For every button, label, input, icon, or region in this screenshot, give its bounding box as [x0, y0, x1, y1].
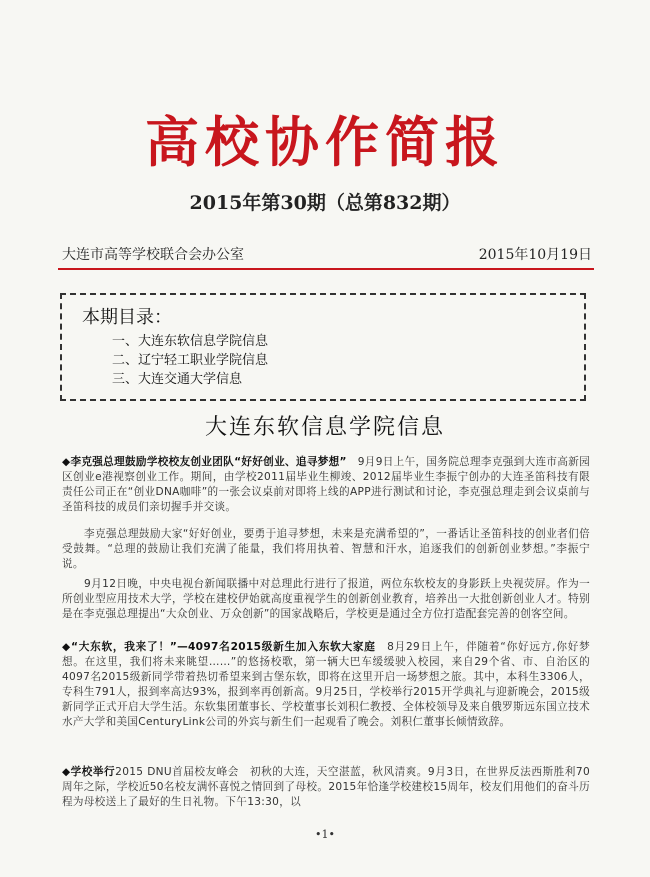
page-number: •1•: [315, 828, 335, 841]
masthead-title: 高校协作简报: [145, 110, 505, 174]
red-divider: [58, 268, 594, 270]
issue-number: 2015年第30期（总第832期）: [189, 192, 461, 214]
paragraph-lead: ◆“大东软，我来了！”—4097名2015级新生加入东软大家庭: [62, 641, 376, 653]
issue-date: 2015年10月19日: [478, 247, 592, 263]
paragraph-lead: ◆李克强总理鼓励学校校友创业团队“好好创业、追寻梦想”: [62, 456, 347, 468]
paragraph-text: 2015 DNU首届校友峰会 初秋的大连，天空湛蓝，秋风清爽。9月3日，在世界反法西斯胜利70周年之际，学校近50名校友满怀喜悦之情回到了母校。2015年恰逢学校建校15周年，校友们用他们的奋斗历程为母校送上了最好的生日礼物。下午13:30，以: [62, 766, 590, 808]
paragraph: [62, 765, 590, 810]
paragraph-text: 9月12日晚，中央电视台新闻联播中对总理此行进行了报道，两位东软校友的身影跃上央视荧屏。作为一所创业型应用技术大学，学校在建校伊始就高度重视学生的创新创业教育，培养出一大批创新创业人才。特别是在李克强总理提出“大众创业、万众创新”的国家战略后，学校更是通过全方位打造配套完善的创客空间。: [62, 578, 590, 620]
paragraph: [62, 640, 590, 730]
toc-item: 三、大连交通大学信息: [112, 372, 243, 387]
toc-title: 本期目录：: [82, 307, 172, 328]
paragraph: [62, 455, 590, 515]
section-title: 大连东软信息学院信息: [204, 415, 445, 440]
issuing-office: 大连市高等学校联合会办公室: [62, 247, 244, 263]
paragraph-text: 李克强总理鼓励大家“好好创业，要勇于追寻梦想，未来是充满希望的”，一番话让圣笛科技的创业者们倍受鼓舞。“总理的鼓励让我们充满了能量，我们将用执着、智慧和汗水，追逐我们的创新创业梦想。”李振宁说。: [62, 528, 590, 570]
paragraph-text: 8月29日上午，伴随着“你好远方,你好梦想。在这里，我们将未来眺望……”的悠扬校歌，第一辆大巴车缓缓驶入校园，来自29个省、市、自治区的4097名2015级新同学带着热切希望来到古堡东软，即将在这里开启一场梦想之旅。其中，本科生3306人，专科生791人，报到率高达93%，报到率再创新高。9月25日，学校举行2015开学典礼与迎新晚会，2015级新同学正式开启大学生活。东软集团董事长、学校董事长刘积仁教授、全体校领导及来自俄罗斯远东国立技术水产大学和美国CenturyLink公司的外宾与新生们一起观看了晚会。刘积仁董事长倾情致辞。: [62, 641, 591, 728]
toc-list: [112, 332, 268, 389]
table-of-contents: [60, 293, 586, 401]
toc-item: 二、辽宁轻工职业学院信息: [112, 353, 269, 368]
paragraph-text: 9月9日上午，国务院总理李克强到大连市高新园区创业e港视察创业工作。期间，由学校2011届毕业生柳竣、2012届毕业生李振宁创办的大连圣笛科技有限责任公司正在“创业DNA咖啡”的一张会议桌前对即将上线的APP进行测试和讨论，李克强总理走到会议桌前与圣笛科技的成员们亲切握手并交谈。: [62, 456, 590, 513]
toc-item: 一、大连东软信息学院信息: [112, 334, 269, 349]
paragraph: [62, 527, 590, 572]
paragraph: [62, 577, 590, 622]
paragraph-lead: ◆学校举行: [62, 766, 116, 778]
